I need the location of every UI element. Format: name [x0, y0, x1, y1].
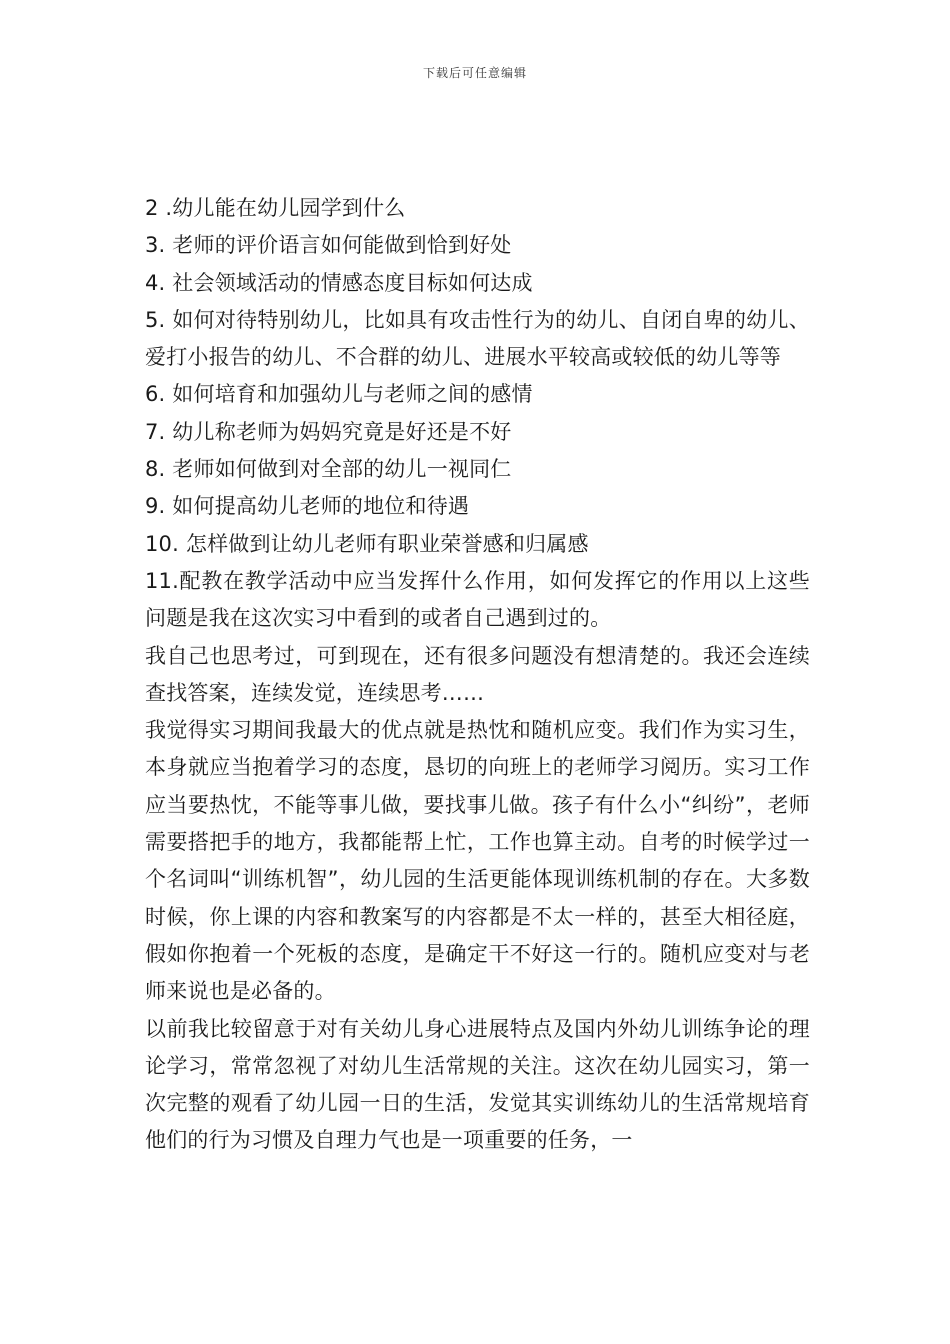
paragraph-item-10: 10. 怎样做到让幼儿老师有职业荣誉感和归属感	[145, 531, 589, 556]
paragraph-routine: 以前我比较留意于对有关幼儿身心进展特点及国内外幼儿训练争论的理论学习，常常忽视了对幼儿生活常规的关注。这次在幼儿园实习，第一次完整的观看了幼儿园一日的生活，发觉其实训练幼儿的生活常规培育他们的行为习惯及自理力气也是一项重要的任务，一	[145, 1016, 810, 1153]
paragraph-item-6: 6. 如何培育和加强幼儿与老师之间的感情	[145, 382, 533, 407]
paragraph-item-11: 11.配教在教学活动中应当发挥什么作用，如何发挥它的作用以上这些问题是我在这次实习中看到的或者自己遇到过的。	[145, 568, 810, 631]
paragraph-item-5: 5. 如何对待特别幼儿，比如具有攻击性行为的幼儿、自闭自卑的幼儿、爱打小报告的幼儿、不合群的幼儿、进展水平较高或较低的幼儿等等	[145, 307, 810, 370]
paragraph-item-7: 7. 幼儿称老师为妈妈究竟是好还是不好	[145, 419, 512, 444]
paragraph-item-3: 3. 老师的评价语言如何能做到恰到好处	[145, 233, 512, 258]
paragraph-item-2: 2 .幼儿能在幼儿园学到什么	[145, 196, 406, 220]
page-header: 下载后可任意编辑	[422, 66, 527, 80]
paragraph-item-4: 4. 社会领域活动的情感态度目标如何达成	[145, 270, 533, 295]
paragraph-reflection: 我自己也思考过，可到现在，还有很多问题没有想清楚的。我还会连续查找答案，连续发觉，连续思考……	[145, 643, 810, 705]
paragraph-item-9: 9. 如何提高幼儿老师的地位和待遇	[145, 494, 470, 519]
paragraph-item-8: 8. 老师如何做到对全部的幼儿一视同仁	[145, 457, 512, 482]
paragraph-strengths: 我觉得实习期间我最大的优点就是热忱和随机应变。我们作为实习生，本身就应当抱着学习的态度，恳切的向班上的老师学习阅历。实习工作应当要热忱，不能等事儿做，要找事儿做。孩子有什么小“纠纷”，老师需要搭把手的地方，我都能帮上忙，工作也算主动。自考的时候学过一个名词叫“训练机智”，幼儿园的生活更能体现训练机制的存在。大多数时候，你上课的内容和教案写的内容都是不太一样的，甚至大相径庭，假如你抱着一个死板的态度，是确定干不好这一行的。随机应变对与老师来说也是必备的。	[145, 718, 810, 1004]
document-body	[145, 190, 810, 1160]
